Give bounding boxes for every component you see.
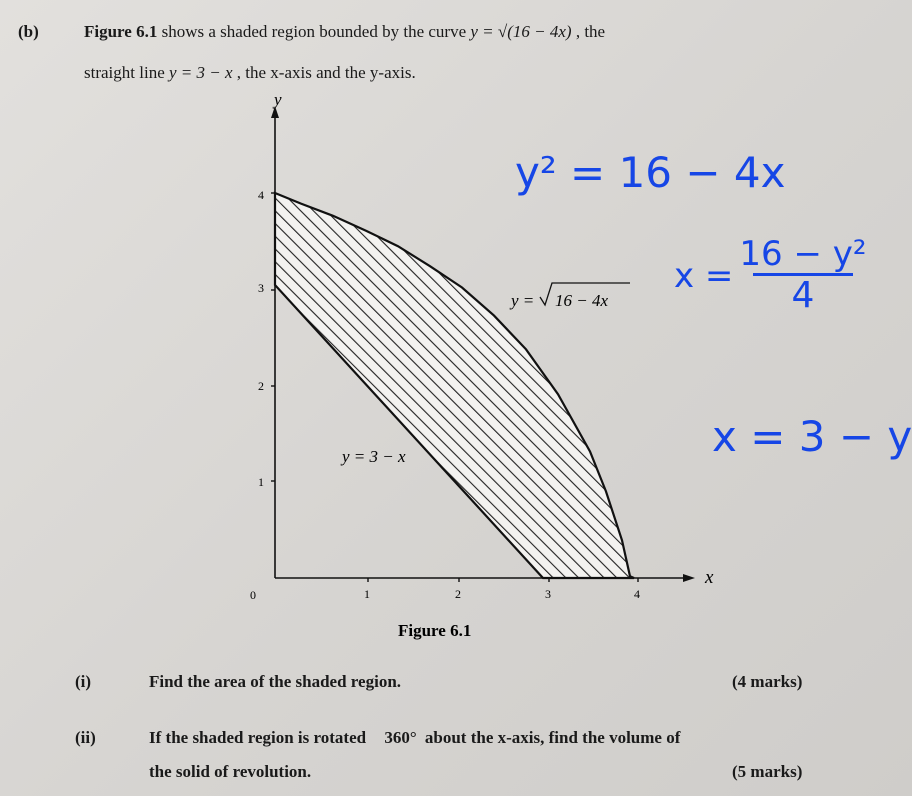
y-tick-3: 3 [258,281,264,295]
x-tick-2: 2 [455,587,461,601]
handwritten-note-1: y² = 16 − 4x [515,148,786,197]
handwritten-denominator: 4 [791,275,815,317]
curve-label-radicand: 16 − 4x [555,291,609,310]
figure-caption: Figure 6.1 [398,621,472,640]
part-ii-line-1 [149,728,680,748]
handwritten-note-3: x = 3 − y [712,412,912,461]
handwritten-note-2 [674,236,867,316]
question-text-2: straight line [84,63,165,82]
x-tick-4: 4 [634,587,640,601]
part-ii-label: (ii) [75,728,96,747]
x-axis-arrow [683,574,695,582]
part-ii-marks: (5 marks) [732,762,803,781]
part-ii-text-1-end: about the x-axis, find the volume of [424,728,681,747]
question-text-1-end: , the [575,22,606,41]
x-tick-1: 1 [364,587,370,601]
part-ii-text-2: the solid of revolution. [149,762,312,781]
question-text-2-end: , the x-axis and the y-axis. [236,63,416,82]
part-label: (b) [18,22,39,41]
part-i-label: (i) [75,672,92,691]
x-axis-label: x [705,567,714,588]
y-axis-label: y [274,90,282,109]
shaded-region [275,193,634,578]
origin-label: 0 [250,588,256,602]
handwritten-fraction [739,236,866,316]
rotation-angle: 360° [384,728,417,747]
x-tick-3: 3 [545,587,551,601]
part-i-marks: (4 marks) [732,672,803,691]
handwritten-numerator: 16 − y² [739,234,867,274]
line-equation: y = 3 − x [168,63,233,82]
curve-equation: y = √(16 − 4x) [470,22,572,41]
y-tick-4: 4 [258,188,264,202]
curve-label [509,283,630,310]
part-i-text: Find the area of the shaded region. [149,672,402,691]
y-tick-1: 1 [258,475,264,489]
question-text-1: shows a shaded region bounded by the curve [161,22,467,41]
handwritten-note-2-lhs: x = [674,255,734,296]
line-label: y = 3 − x [342,447,406,466]
curve-label-lhs: y = [511,291,535,310]
y-tick-2: 2 [258,379,264,393]
figure-reference: Figure 6.1 [84,22,158,41]
part-ii-text-1: If the shaded region is rotated [149,728,367,747]
